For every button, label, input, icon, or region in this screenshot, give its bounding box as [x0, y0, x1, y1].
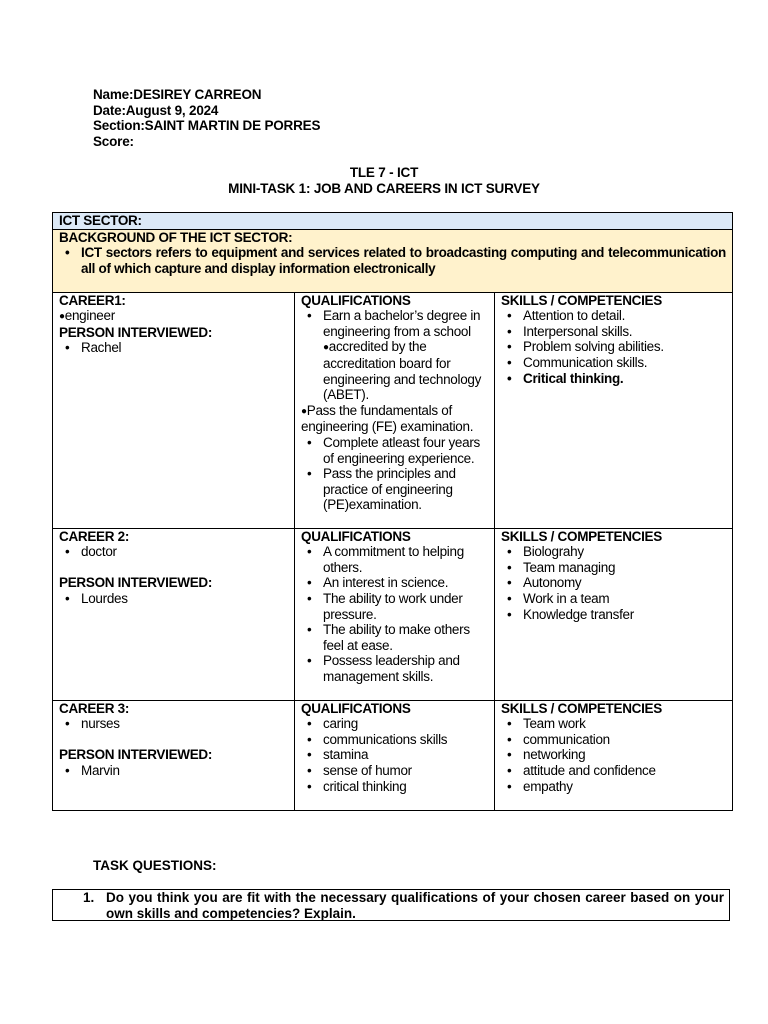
person-label: PERSON INTERVIEWED:	[59, 575, 213, 591]
qualification-item: • A commitment to helping others.	[301, 544, 488, 575]
career-survey-table	[52, 212, 733, 811]
career2-person: • Lourdes	[59, 591, 288, 607]
ict-sector-label: ICT SECTOR:	[59, 213, 142, 228]
qualification-text: accredited by the accreditation board for engineering and technology (ABET).	[323, 339, 482, 403]
ict-sector-row	[53, 213, 733, 230]
qualifications-label: QUALIFICATIONS	[301, 700, 411, 716]
skill-item: • attitude and confidence	[501, 763, 726, 779]
career1-name: engineer	[64, 308, 115, 324]
qualification-item: • communications skills	[301, 732, 488, 748]
student-info	[93, 87, 320, 149]
skills-label: SKILLS / COMPETENCIES	[501, 292, 662, 308]
background-text: • ICT sectors refers to equipment and services related to broadcasting computing and telecommunication all of which capture and display information electronically	[59, 245, 726, 276]
skill-item: • Communication skills.	[501, 355, 726, 371]
document-subtitle: MINI-TASK 1: JOB AND CAREERS IN ICT SURVEY	[228, 181, 540, 196]
document-title: TLE 7 - ICT	[349, 165, 419, 180]
career2-skills	[495, 528, 733, 700]
qualification-item	[301, 403, 488, 435]
skill-item: • empathy	[501, 779, 726, 795]
date: Date:August 9, 2024	[93, 102, 219, 118]
qualification-item: • Possess leadership and management skills.	[301, 653, 488, 684]
section: Section:SAINT MARTIN DE PORRES	[93, 118, 321, 134]
qualification-item: • Pass the principles and practice of engineering (PE)examination.	[301, 466, 488, 513]
qualification-item: • caring	[301, 716, 488, 732]
question-number: 1.	[83, 890, 95, 905]
career1-label: CAREER1:	[59, 292, 126, 308]
student-name: Name:DESIREY CARREON	[93, 87, 262, 102]
career3-qualifications	[295, 700, 495, 810]
skill-item: • networking	[501, 747, 726, 763]
skill-item: • Work in a team	[501, 591, 726, 607]
career1-qualifications	[295, 292, 495, 528]
career3-skills	[495, 700, 733, 810]
background-row	[53, 229, 733, 292]
career2-name: • doctor	[59, 544, 288, 560]
qualification-text: Pass the fundamentals of engineering (FE) examination.	[301, 402, 474, 435]
skill-item: • Attention to detail.	[501, 308, 726, 324]
qualification-item: • stamina	[301, 747, 488, 763]
career1-cell	[53, 292, 295, 528]
qualification-item: • Earn a bachelor’s degree in engineering from a school	[301, 308, 488, 339]
career2-qualifications	[295, 528, 495, 700]
score: Score:	[93, 133, 134, 149]
career1-skills	[495, 292, 733, 528]
career3-label: CAREER 3:	[59, 700, 130, 716]
skill-item: • Interpersonal skills.	[501, 324, 726, 340]
task-questions-label: TASK QUESTIONS:	[93, 858, 217, 873]
qualification-item: • The ability to work under pressure.	[301, 591, 488, 622]
career3-name: • nurses	[59, 716, 288, 732]
qualification-item: • Complete atleast four years of engineering experience.	[301, 435, 488, 466]
question-box	[52, 889, 730, 921]
skill-item: • Knowledge transfer	[501, 607, 726, 623]
career3-person: • Marvin	[59, 763, 288, 779]
qualification-item: • sense of humor	[301, 763, 488, 779]
person-label: PERSON INTERVIEWED:	[59, 747, 213, 763]
qualifications-label: QUALIFICATIONS	[301, 292, 411, 308]
skill-item: • Team work	[501, 716, 726, 732]
skill-item: • Autonomy	[501, 575, 726, 591]
career3-row	[53, 700, 733, 810]
skill-item: • communication	[501, 732, 726, 748]
career2-label: CAREER 2:	[59, 528, 130, 544]
skill-item: • Critical thinking.	[501, 371, 726, 387]
skill-item: • Problem solving abilities.	[501, 339, 726, 355]
person-label: PERSON INTERVIEWED:	[59, 324, 213, 340]
career2-row	[53, 528, 733, 700]
career1-person: • Rachel	[59, 340, 288, 356]
background-label: BACKGROUND OF THE ICT SECTOR:	[59, 229, 293, 245]
career1-row	[53, 292, 733, 528]
qualification-item: • The ability to make others feel at ease.	[301, 622, 488, 653]
qualification-item: • An interest in science.	[301, 575, 488, 591]
skills-label: SKILLS / COMPETENCIES	[501, 700, 662, 716]
question-text: Do you think you are fit with the necessary qualifications of your chosen career based on your own skills and competencies? Explain.	[106, 890, 724, 921]
career1-item	[59, 308, 288, 325]
qualification-item: • critical thinking	[301, 779, 488, 795]
career2-cell	[53, 528, 295, 700]
qualification-item	[301, 339, 488, 402]
career3-cell	[53, 700, 295, 810]
qualifications-label: QUALIFICATIONS	[301, 528, 411, 544]
skills-label: SKILLS / COMPETENCIES	[501, 528, 662, 544]
skill-item: • Biolograhy	[501, 544, 726, 560]
skill-item: • Team managing	[501, 560, 726, 576]
